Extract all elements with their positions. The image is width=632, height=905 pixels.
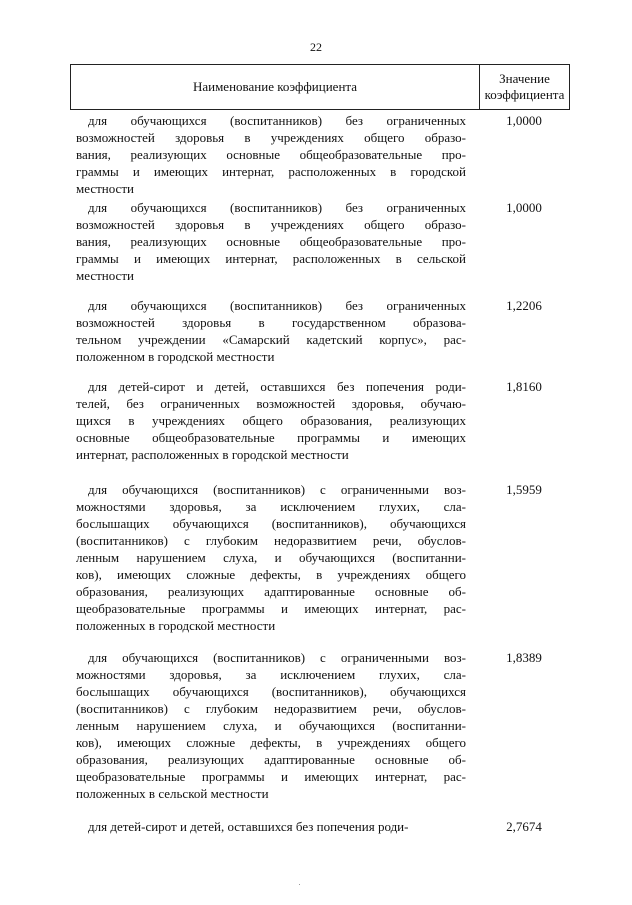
coefficient-name-line: ков), имеющих сложные дефекты, в учреждениях общего <box>76 735 466 750</box>
coefficient-value: 1,0000 <box>506 200 542 215</box>
coefficient-name-line: можностями здоровья, за исключением глухих, сла- <box>76 499 466 514</box>
coefficient-name-line: образования, реализующих адаптированные основные об- <box>76 752 466 767</box>
coefficient-name-line: положенных в сельской местности <box>76 786 269 801</box>
coefficient-name-line: образования, реализующих адаптированные основные об- <box>76 584 466 599</box>
coefficient-name <box>76 112 466 197</box>
coefficient-name-line: тельном учреждении «Самарский кадетский корпус», рас- <box>76 332 466 347</box>
coefficient-value: 1,8389 <box>506 650 542 665</box>
coefficient-name <box>76 297 466 365</box>
coefficient-value: 1,8160 <box>506 379 542 394</box>
coefficient-name <box>76 378 466 463</box>
coefficient-name-line: щеобразовательные программы и имеющих интернат, рас- <box>76 601 466 616</box>
column-header-value-line1: Значение <box>499 71 550 86</box>
coefficient-value: 1,5959 <box>506 482 542 497</box>
coefficient-name-line: (воспитанников) с глубоким недоразвитием речи, обуслов- <box>76 701 466 716</box>
coefficient-name-line: вания, реализующих основные общеобразовательные про- <box>76 147 466 162</box>
coefficient-name-line: для обучающихся (воспитанников) с ограниченными воз- <box>88 482 466 497</box>
coefficient-value: 1,0000 <box>506 113 542 128</box>
coefficient-name-line: граммы и имеющих интернат, расположенных в сельской <box>76 251 466 266</box>
coefficient-name-line: ленным нарушением слуха, и обучающихся (воспитанни- <box>76 550 466 565</box>
coefficient-name-line: ленным нарушением слуха, и обучающихся (воспитанни- <box>76 718 466 733</box>
column-header-value-line2: коэффициента <box>484 87 565 102</box>
coefficient-value: 2,7674 <box>506 819 542 834</box>
coefficient-name-line: для детей-сирот и детей, оставшихся без попечения роди- <box>88 819 409 834</box>
coefficient-name-line: щихся в учреждениях общего образования, реализующих <box>76 413 466 428</box>
coefficient-name <box>76 818 466 835</box>
coefficient-name-line: щеобразовательные программы и имеющих интернат, рас- <box>76 769 466 784</box>
coefficient-name-line: телей, без ограниченных возможностей здоровья, обучаю- <box>76 396 466 411</box>
coefficient-name-line: положенном в городской местности <box>76 349 275 364</box>
coefficient-name-line: (воспитанников) с глубоким недоразвитием речи, обуслов- <box>76 533 466 548</box>
coefficient-name-line: вания, реализующих основные общеобразовательные про- <box>76 234 466 249</box>
table-header <box>70 64 570 110</box>
coefficient-name-line: ков), имеющих сложные дефекты, в учреждениях общего <box>76 567 466 582</box>
column-header-name: Наименование коэффициента <box>71 65 480 109</box>
coefficient-name-line: можностями здоровья, за исключением глухих, сла- <box>76 667 466 682</box>
coefficient-name-line: для обучающихся (воспитанников) без ограниченных <box>88 200 466 215</box>
scan-speck <box>299 884 300 885</box>
coefficient-name-line: для детей-сирот и детей, оставшихся без попечения роди- <box>88 379 466 394</box>
coefficient-name-line: бослышащих обучающихся (воспитанников), обучающихся <box>76 516 466 531</box>
coefficient-name-line: бослышащих обучающихся (воспитанников), обучающихся <box>76 684 466 699</box>
coefficient-name-line: местности <box>76 181 134 196</box>
coefficient-name-line: положенных в городской местности <box>76 618 276 633</box>
coefficient-name-line: интернат, расположенных в городской местности <box>76 447 349 462</box>
coefficient-name-line: основные общеобразовательные программы и имеющих <box>76 430 466 445</box>
coefficient-name-line: граммы и имеющих интернат, расположенных в городской <box>76 164 466 179</box>
column-header-value <box>480 65 569 109</box>
coefficient-name <box>76 649 466 802</box>
coefficient-name-line: для обучающихся (воспитанников) без ограниченных <box>88 113 466 128</box>
coefficient-name-line: возможностей здоровья в учреждениях общего образо- <box>76 217 466 232</box>
coefficient-name <box>76 199 466 284</box>
coefficient-name-line: возможностей здоровья в государственном образова- <box>76 315 466 330</box>
coefficient-name-line: для обучающихся (воспитанников) без ограниченных <box>88 298 466 313</box>
coefficient-name-line: для обучающихся (воспитанников) с ограниченными воз- <box>88 650 466 665</box>
coefficient-name-line: местности <box>76 268 134 283</box>
coefficient-name-line: возможностей здоровья в учреждениях общего образо- <box>76 130 466 145</box>
page-number: 22 <box>310 40 322 54</box>
coefficient-name <box>76 481 466 634</box>
coefficient-value: 1,2206 <box>506 298 542 313</box>
